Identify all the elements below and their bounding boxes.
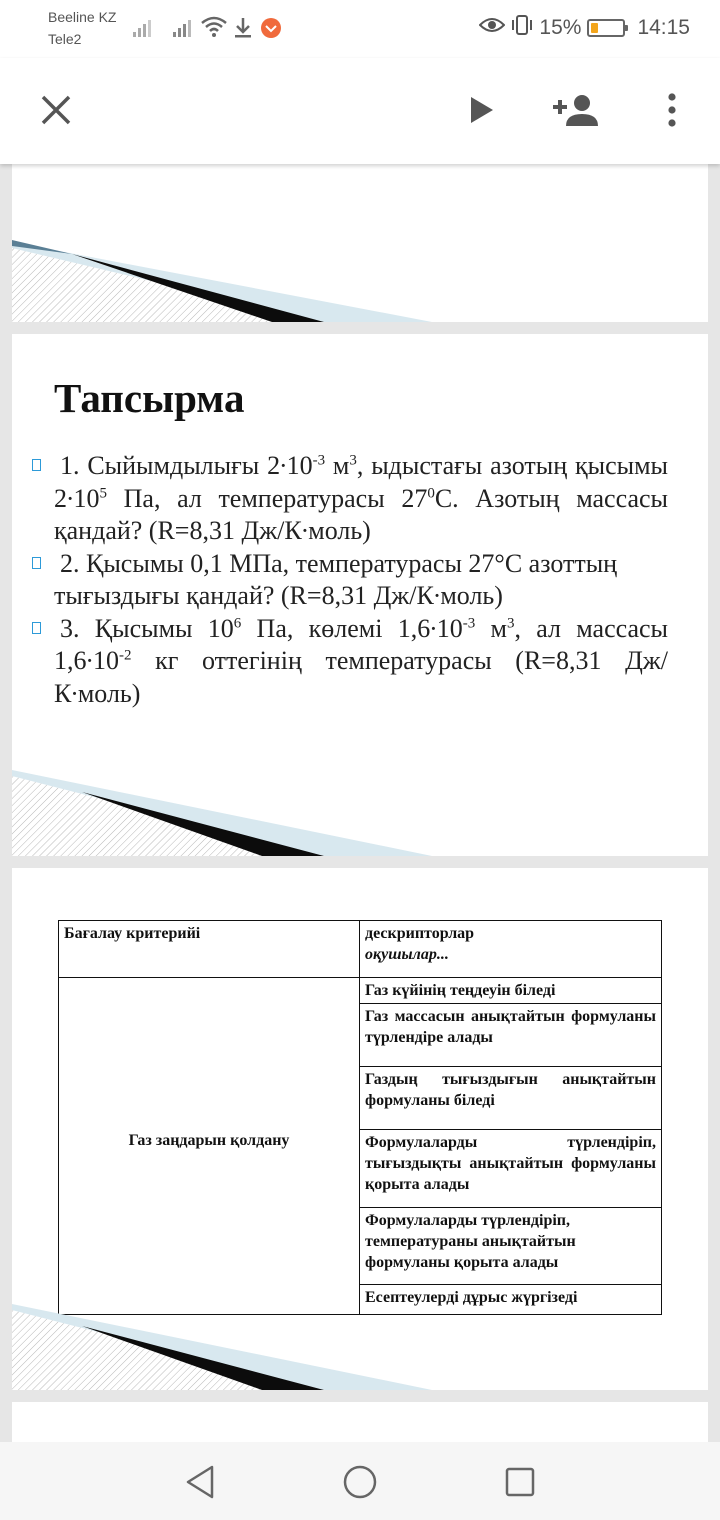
home-icon — [343, 1465, 377, 1499]
home-button[interactable] — [340, 1462, 380, 1502]
slide-decoration — [12, 1304, 432, 1390]
more-options-button[interactable] — [646, 84, 698, 136]
play-icon — [469, 96, 495, 124]
slide-2[interactable] — [12, 334, 708, 856]
carrier-1-label: Beeline KZ — [48, 9, 117, 25]
descriptor-cell: Есептеулерді дұрыс жүргізеді — [360, 1285, 662, 1315]
recents-button[interactable] — [500, 1462, 540, 1502]
recents-icon — [505, 1467, 535, 1497]
signal-2-icon — [172, 16, 196, 38]
descriptor-cell: Газ күйінің теңдеуін біледі — [360, 978, 662, 1004]
slide-decoration — [12, 770, 432, 856]
descriptor-cell: Газ массасын анықтайтын формуланы түрлендіре алады — [360, 1004, 662, 1067]
criterion-cell: Газ заңдарын қолдану — [59, 978, 360, 1315]
app-notification-icon — [259, 16, 283, 40]
battery-icon — [587, 19, 625, 37]
close-icon — [40, 94, 72, 126]
system-nav-bar — [0, 1442, 720, 1520]
viewer-toolbar — [0, 58, 720, 164]
back-button[interactable] — [180, 1462, 220, 1502]
task-item-1: 1. Сыйымдылығы $2\cdot 10^{-3}$ $м^3$, ыдыстағы азотың қысымы $2\cdot 10^5$ Па, ал температурасы $27^0С$. Азотың массасы қандай? (R=8,31 Дж/К∙моль) — [54, 450, 668, 548]
slide-3[interactable] — [12, 868, 708, 1390]
criteria-table — [58, 920, 662, 1315]
task-item-3: 3. Қысымы $10^6$ Па, көлемі $1,6\cdot 10^{-3}$ $м^3$, ал массасы $1,6\cdot 10^{-2}$ кг оттегінің температурасы (R=8,31 Дж/К∙моль) — [54, 613, 668, 711]
descriptor-cell: Формулаларды түрлендіріп, температураны анықтайтын формуланы қорыта алады — [360, 1208, 662, 1285]
carrier-2-label: Tele2 — [48, 31, 82, 47]
wifi-icon — [200, 15, 228, 39]
header-descriptors-cell: дескрипторлар оқушылар... — [360, 921, 662, 978]
play-button[interactable] — [456, 84, 508, 136]
slide-4[interactable] — [12, 1402, 708, 1442]
status-bar — [0, 0, 720, 58]
battery-fill — [591, 23, 598, 33]
battery-percent: 15% — [539, 16, 582, 39]
table-header-row — [59, 921, 662, 978]
add-person-button[interactable] — [550, 84, 602, 136]
task-list — [54, 450, 668, 710]
slide-decoration — [12, 236, 432, 322]
more-vert-icon — [668, 93, 676, 127]
status-right — [479, 14, 690, 42]
back-icon — [185, 1465, 215, 1499]
close-button[interactable] — [30, 84, 82, 136]
signal-1-icon — [132, 16, 156, 38]
clock: 14:15 — [637, 16, 690, 39]
bullet-icon — [32, 459, 41, 471]
vibrate-icon — [511, 14, 533, 42]
bullet-icon — [32, 622, 41, 634]
task-item-2: 2. Қысымы 0,1 МПа, температурасы 27°C азоттың тығыздығы қандай? (R=8,31 Дж/К∙моль) — [54, 548, 668, 613]
add-person-icon — [552, 93, 600, 127]
descriptor-cell: Формулаларды түрлендіріп, тығыздықты анықтайтын формуланы қорыта алады — [360, 1130, 662, 1208]
descriptor-cell: Газдың тығыздығын анықтайтын формуланы біледі — [360, 1067, 662, 1130]
eye-icon — [479, 16, 505, 40]
table-row — [59, 978, 662, 1004]
download-icon — [232, 16, 254, 40]
bullet-icon — [32, 557, 41, 569]
slide-title: Тапсырма — [54, 375, 245, 421]
header-criterion-cell: Бағалау критерийі — [59, 921, 360, 978]
slide-1[interactable] — [12, 164, 708, 322]
